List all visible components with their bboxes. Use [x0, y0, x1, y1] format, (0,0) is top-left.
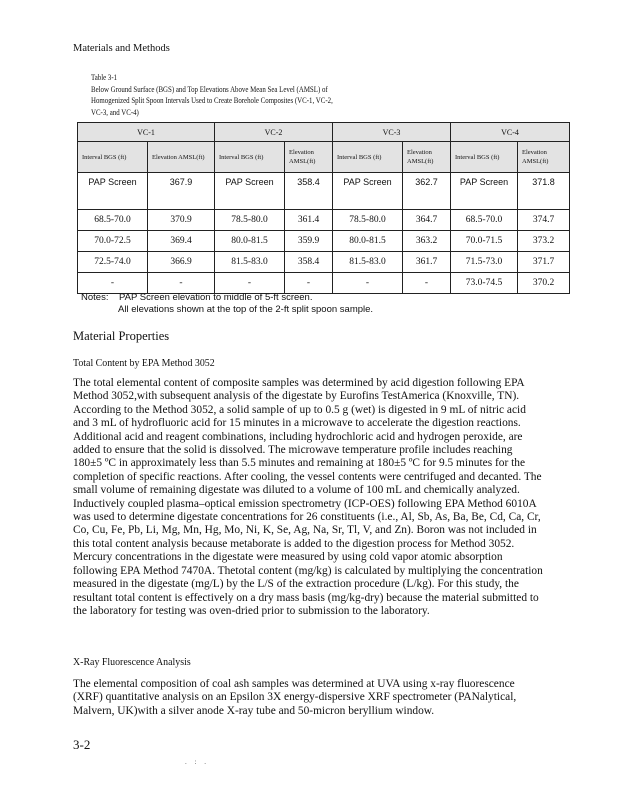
table-row — [78, 210, 570, 231]
footer-marks: . : . — [185, 758, 209, 766]
subsection-title: Total Content by EPA Method 3052 — [73, 357, 215, 369]
table-cell: 78.5-80.0 — [215, 210, 285, 231]
table-cell: 70.0-71.5 — [451, 231, 518, 252]
table-cell: 68.5-70.0 — [78, 210, 148, 231]
table-cell: - — [78, 273, 148, 294]
table-cell: PAP Screen — [333, 173, 403, 210]
table-cell: PAP Screen — [451, 173, 518, 210]
table-cell: 68.5-70.0 — [451, 210, 518, 231]
table-cell: 363.2 — [403, 231, 451, 252]
table-cell: 367.9 — [148, 173, 215, 210]
table-cell: 70.0-72.5 — [78, 231, 148, 252]
section-title: Material Properties — [73, 329, 170, 343]
table-cell: 81.5-83.0 — [333, 252, 403, 273]
table-cell: 81.5-83.0 — [215, 252, 285, 273]
page-header: Materials and Methods — [73, 43, 170, 54]
caption-line: Below Ground Surface (BGS) and Top Elevations Above Mean Sea Level (AMSL) of — [91, 84, 328, 94]
table-cell: 80.0-81.5 — [215, 231, 285, 252]
notes-line: All elevations shown at the top of the 2-ft split spoon sample. — [118, 304, 374, 315]
table-cell: 358.4 — [285, 173, 333, 210]
interval-header: Interval BGS (ft) — [215, 142, 285, 173]
group-header: VC-1 — [78, 123, 215, 142]
group-header: VC-3 — [333, 123, 451, 142]
table-cell: 80.0-81.5 — [333, 231, 403, 252]
table-cell: PAP Screen — [78, 173, 148, 210]
table-cell: - — [403, 273, 451, 294]
subsection-title: X-Ray Fluorescence Analysis — [73, 656, 191, 668]
group-header: VC-4 — [451, 123, 570, 142]
table-cell: 370.2 — [518, 273, 570, 294]
table-cell: 373.2 — [518, 231, 570, 252]
table-cell: 78.5-80.0 — [333, 210, 403, 231]
table-cell: 71.5-73.0 — [451, 252, 518, 273]
table-cell: 374.7 — [518, 210, 570, 231]
interval-header: Interval BGS (ft) — [78, 142, 148, 173]
caption-line: Homogenized Split Spoon Intervals Used to Create Borehole Composites (VC-1, VC-2, — [91, 96, 333, 105]
table-subheader-row — [78, 142, 570, 173]
table-cell: - — [215, 273, 285, 294]
body-paragraph: The elemental composition of coal ash samples was determined at UVA using x-ray fluorescence (XRF) quantitative analysis on an Epsilon 3X energy-dispersive XRF spectrometer (PANalytical, Malvern, UK)with a silver anode X-ray tube and 50-micron beryllium window. — [73, 678, 517, 717]
page-number: 3-2 — [73, 737, 91, 752]
table-cell: - — [148, 273, 215, 294]
elevation-header: Elevation AMSL(ft) — [403, 142, 451, 173]
interval-header: Interval BGS (ft) — [333, 142, 403, 173]
table-cell: 370.9 — [148, 210, 215, 231]
table-group-header-row — [78, 123, 570, 142]
table-cell: 362.7 — [403, 173, 451, 210]
notes-label: Notes: — [81, 292, 109, 303]
table-row — [78, 173, 570, 210]
caption-line: Table 3-1 — [91, 73, 118, 82]
table-row — [78, 273, 570, 294]
table-cell: 72.5-74.0 — [78, 252, 148, 273]
interval-header: Interval BGS (ft) — [451, 142, 518, 173]
table-cell: 366.9 — [148, 252, 215, 273]
table-cell: 364.7 — [403, 210, 451, 231]
table-row — [78, 252, 570, 273]
table-cell: 371.7 — [518, 252, 570, 273]
body-paragraph: The total elemental content of composite samples was determined by acid digestion following EPA Method 3052,with subsequent analysis of the digestate by Eurofins TestAmerica (Knoxville, TN). According to the Method 3052, a solid sample of up to 0.5 g (wet) is digested in 9 mL of nitric acid and 3 mL of hydrofluoric acid for 15 minutes in a microwave to accelerate the digestion reactions. Additional acid and reagent combinations, including hydrochloric acid and hydrogen peroxide, are added to ensure that the solid is dissolved. The microwave temperature profile includes reaching 180±5 ºC in approximately less than 5.5 minutes and remaining at 180±5 ºC for 9.5 minutes for the completion of specific reactions. After cooling, the vessel contents were centrifuged and decanted. The small volume of remaining digestate was diluted to a volume of 100 mL and chemically analyzed. Inductively coupled plasma–optical emission spectrometry (ICP-OES) following EPA Method 6010A was used to determine digestate concentrations for 26 constituents (i.e., Al, Sb, As, Ba, Be, Cd, Ca, Cr, Co, Cu, Fe, Pb, Li, Mg, Mn, Hg, Mo, Ni, K, Se, Ag, Na, Sr, Tl, V, and Zn). Boron was not included in this total content analysis because metaborate is added to the digestion process for Method 3052. Mercury concentrations in the digestate were measured by using cold vapor atomic absorption following EPA Method 7470A. Thetotal content (mg/kg) is calculated by multiplying the concentration measured in the digestate (mg/L) by the L/S of the extraction procedure (L/kg). For this study, the resultant total content is effectively on a dry mass basis (mg/kg-dry) because the material submitted to the laboratory for testing was oven-dried prior to submission to the laboratory. — [73, 377, 543, 617]
notes-line: PAP Screen elevation to middle of 5-ft screen. — [119, 292, 313, 303]
table-cell: - — [285, 273, 333, 294]
table-notes — [81, 292, 373, 316]
group-header: VC-2 — [215, 123, 333, 142]
table-row — [78, 231, 570, 252]
table-cell: 359.9 — [285, 231, 333, 252]
elevation-header: Elevation AMSL(ft) — [148, 142, 215, 173]
table-cell: 369.4 — [148, 231, 215, 252]
table-cell: 371.8 — [518, 173, 570, 210]
table-cell: 361.7 — [403, 252, 451, 273]
elevation-header: Elevation AMSL(ft) — [285, 142, 333, 173]
elevation-table — [77, 122, 570, 294]
table-cell: 73.0-74.5 — [451, 273, 518, 294]
table-cell: - — [333, 273, 403, 294]
elevation-header: Elevation AMSL(ft) — [518, 142, 570, 173]
table-cell: 358.4 — [285, 252, 333, 273]
table-cell: 361.4 — [285, 210, 333, 231]
table-caption — [91, 72, 349, 118]
table-cell: PAP Screen — [215, 173, 285, 210]
caption-line: VC-3, and VC-4) — [91, 107, 139, 117]
